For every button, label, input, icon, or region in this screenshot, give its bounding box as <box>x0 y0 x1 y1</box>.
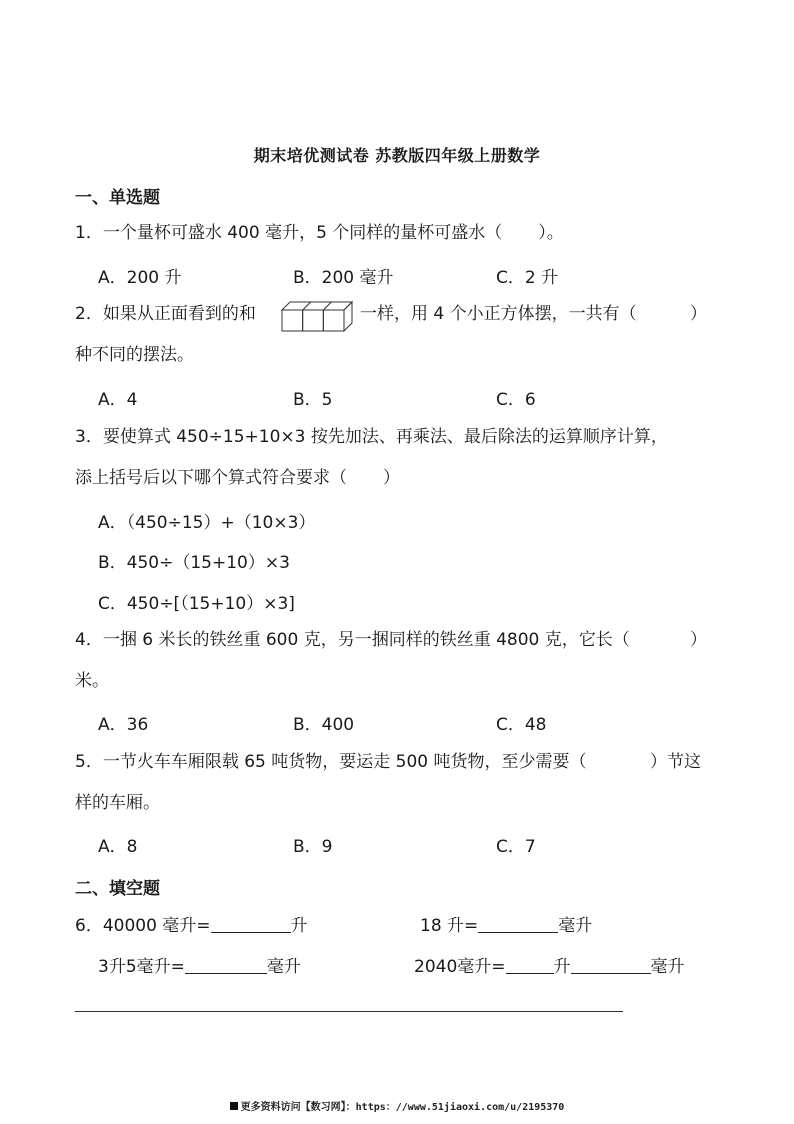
question-2-text-a: 2．如果从正面看到的和 <box>75 304 256 324</box>
q3-option-b[interactable]: B．450÷（15+10）×3 <box>98 553 290 573</box>
question-5-line2: 样的车厢。 <box>75 793 160 813</box>
question-1-close: ）。 <box>538 223 564 243</box>
q1-option-c[interactable]: C．2 升 <box>496 268 559 288</box>
question-2-text-b: 一样，用 4 个小正方体摆，一共有（ <box>360 304 637 324</box>
q2-option-a[interactable]: A．4 <box>98 390 138 410</box>
q1-option-b[interactable]: B．200 毫升 <box>293 268 394 288</box>
q5-option-b[interactable]: B．9 <box>293 837 333 857</box>
question-5-text: 5．一节火车车厢限载 65 吨货物，要运走 500 吨货物，至少需要（ <box>75 752 587 772</box>
question-2-close: ） <box>690 304 707 324</box>
flag-icon <box>230 1102 238 1110</box>
question-1 <box>75 222 564 244</box>
question-4-close: ） <box>690 630 707 650</box>
q2-option-b[interactable]: B．5 <box>293 390 333 410</box>
answer-blank[interactable] <box>185 955 267 974</box>
footer <box>0 1098 794 1113</box>
section-heading-fill-in: 二、填空题 <box>75 879 160 899</box>
question-6-item-c: 3升5毫升= 毫升 <box>98 957 301 977</box>
q3-option-a[interactable]: A．（450÷15）+（10×3） <box>98 513 316 533</box>
page-title: 期末培优测试卷 苏教版四年级上册数学 <box>253 146 541 165</box>
q2-option-c[interactable]: C．6 <box>496 390 536 410</box>
answer-blank[interactable] <box>571 955 651 974</box>
question-1-text: 1．一个量杯可盛水 400 毫升，5 个同样的量杯可盛水（ <box>75 223 503 243</box>
answer-blank[interactable] <box>478 914 558 933</box>
question-3-line1: 3．要使算式 450÷15+10×3 按先加法、再乘法、最后除法的运算顺序计算， <box>75 427 668 447</box>
q5-option-c[interactable]: C．7 <box>496 837 536 857</box>
q3-option-c[interactable]: C．450÷[（15+10）×3] <box>98 594 295 614</box>
q1-option-a[interactable]: A．200 升 <box>98 268 182 288</box>
answer-blank[interactable] <box>211 914 291 933</box>
footer-text[interactable]: 更多资料访问【数习网】：https：//www.51jiaoxi.com/u/2195370 <box>240 1102 565 1113</box>
question-2-line2: 种不同的摆法。 <box>75 345 194 365</box>
divider-line <box>75 1011 623 1012</box>
q4-option-b[interactable]: B．400 <box>293 715 355 735</box>
question-4-text: 4．一捆 6 米长的铁丝重 600 克，另一捆同样的铁丝重 4800 克，它长（ <box>75 630 630 650</box>
question-3-line2: 添上括号后以下哪个算式符合要求（ ） <box>75 468 400 488</box>
question-6-item-d: 2040毫升= 升 毫升 <box>414 957 685 977</box>
three-cubes-figure-icon <box>281 300 353 332</box>
question-4-line2: 米。 <box>75 671 109 691</box>
question-6-item-a: 6．40000 毫升= 升 <box>75 916 308 936</box>
section-heading-single-choice: 一、单选题 <box>75 188 160 208</box>
answer-blank[interactable] <box>506 955 554 974</box>
q5-option-a[interactable]: A．8 <box>98 837 138 857</box>
question-6-item-b: 18 升= 毫升 <box>420 916 593 936</box>
q4-option-c[interactable]: C．48 <box>496 715 547 735</box>
question-5-close: ）节这 <box>650 752 701 772</box>
q4-option-a[interactable]: A．36 <box>98 715 149 735</box>
